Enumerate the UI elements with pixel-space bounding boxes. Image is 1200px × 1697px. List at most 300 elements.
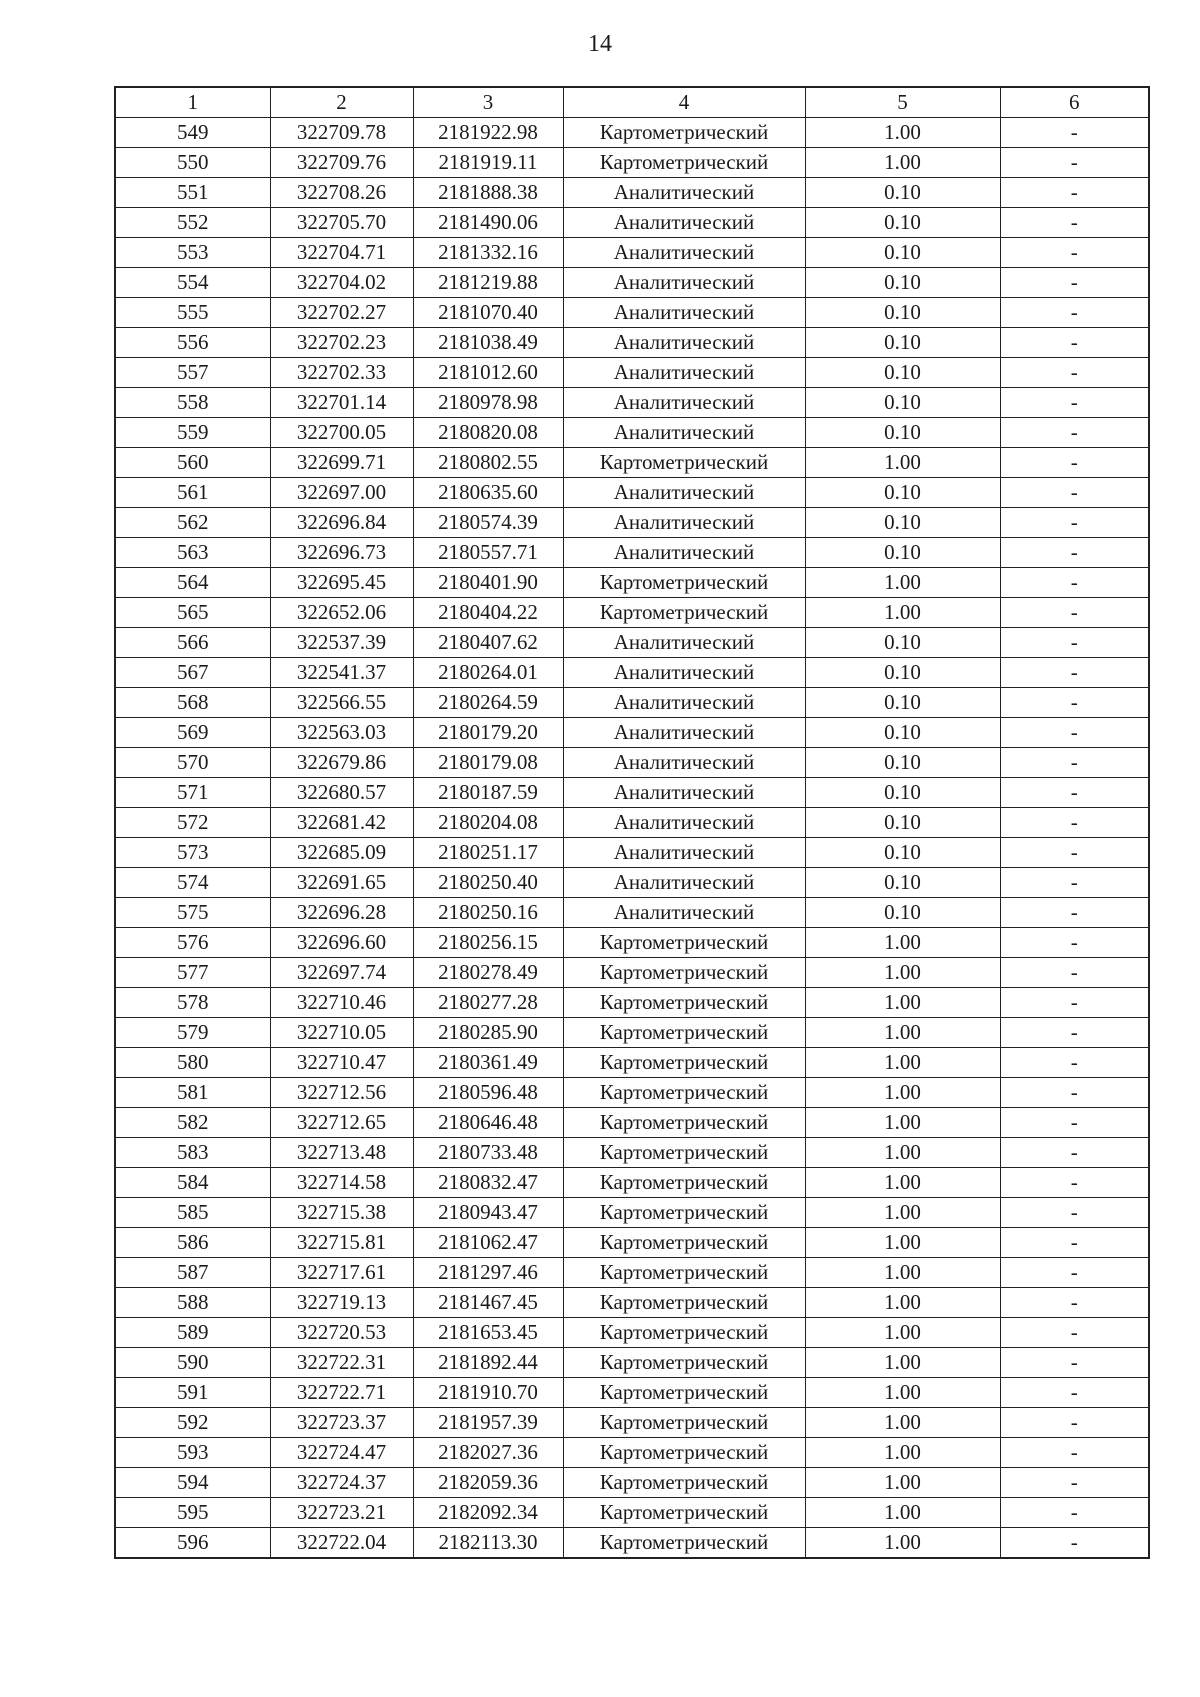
accuracy-cell: 0.10: [805, 538, 1000, 568]
note-cell: -: [1000, 568, 1149, 598]
note-cell: -: [1000, 178, 1149, 208]
y-coordinate-cell: 2180361.49: [413, 1048, 563, 1078]
method-cell: Картометрический: [563, 1468, 805, 1498]
note-cell: -: [1000, 358, 1149, 388]
point-number-cell: 577: [115, 958, 270, 988]
point-number-cell: 552: [115, 208, 270, 238]
point-number-cell: 581: [115, 1078, 270, 1108]
table-row: [115, 1318, 1149, 1348]
x-coordinate-cell: 322695.45: [270, 568, 413, 598]
method-cell: Аналитический: [563, 328, 805, 358]
accuracy-cell: 0.10: [805, 388, 1000, 418]
y-coordinate-cell: 2181038.49: [413, 328, 563, 358]
x-coordinate-cell: 322717.61: [270, 1258, 413, 1288]
y-coordinate-cell: 2181919.11: [413, 148, 563, 178]
header-cell-5: 5: [805, 87, 1000, 118]
note-cell: -: [1000, 1438, 1149, 1468]
y-coordinate-cell: 2181922.98: [413, 118, 563, 148]
method-cell: Аналитический: [563, 748, 805, 778]
y-coordinate-cell: 2181490.06: [413, 208, 563, 238]
x-coordinate-cell: 322537.39: [270, 628, 413, 658]
note-cell: -: [1000, 388, 1149, 418]
x-coordinate-cell: 322685.09: [270, 838, 413, 868]
method-cell: Аналитический: [563, 268, 805, 298]
point-number-cell: 582: [115, 1108, 270, 1138]
method-cell: Картометрический: [563, 568, 805, 598]
x-coordinate-cell: 322719.13: [270, 1288, 413, 1318]
accuracy-cell: 0.10: [805, 508, 1000, 538]
point-number-cell: 556: [115, 328, 270, 358]
method-cell: Картометрический: [563, 1258, 805, 1288]
table-row: [115, 988, 1149, 1018]
header-row: [115, 87, 1149, 118]
accuracy-cell: 1.00: [805, 958, 1000, 988]
point-number-cell: 564: [115, 568, 270, 598]
accuracy-cell: 1.00: [805, 1048, 1000, 1078]
method-cell: Картометрический: [563, 118, 805, 148]
note-cell: -: [1000, 268, 1149, 298]
table-row: [115, 1348, 1149, 1378]
table-row: [115, 1138, 1149, 1168]
x-coordinate-cell: 322702.33: [270, 358, 413, 388]
header-cell-1: 1: [115, 87, 270, 118]
table-row: [115, 1168, 1149, 1198]
method-cell: Картометрический: [563, 1048, 805, 1078]
accuracy-cell: 0.10: [805, 628, 1000, 658]
method-cell: Аналитический: [563, 388, 805, 418]
accuracy-cell: 0.10: [805, 838, 1000, 868]
x-coordinate-cell: 322701.14: [270, 388, 413, 418]
note-cell: -: [1000, 838, 1149, 868]
point-number-cell: 593: [115, 1438, 270, 1468]
note-cell: -: [1000, 448, 1149, 478]
accuracy-cell: 0.10: [805, 418, 1000, 448]
method-cell: Картометрический: [563, 1378, 805, 1408]
y-coordinate-cell: 2181219.88: [413, 268, 563, 298]
table-row: [115, 358, 1149, 388]
table-row: [115, 1198, 1149, 1228]
method-cell: Аналитический: [563, 478, 805, 508]
y-coordinate-cell: 2180277.28: [413, 988, 563, 1018]
table-row: [115, 898, 1149, 928]
table-header: [115, 87, 1149, 118]
method-cell: Аналитический: [563, 508, 805, 538]
note-cell: -: [1000, 1018, 1149, 1048]
y-coordinate-cell: 2180264.59: [413, 688, 563, 718]
accuracy-cell: 1.00: [805, 1438, 1000, 1468]
x-coordinate-cell: 322702.23: [270, 328, 413, 358]
x-coordinate-cell: 322710.46: [270, 988, 413, 1018]
point-number-cell: 589: [115, 1318, 270, 1348]
x-coordinate-cell: 322681.42: [270, 808, 413, 838]
point-number-cell: 561: [115, 478, 270, 508]
x-coordinate-cell: 322699.71: [270, 448, 413, 478]
method-cell: Аналитический: [563, 778, 805, 808]
x-coordinate-cell: 322696.84: [270, 508, 413, 538]
table-row: [115, 688, 1149, 718]
accuracy-cell: 1.00: [805, 1408, 1000, 1438]
y-coordinate-cell: 2181297.46: [413, 1258, 563, 1288]
note-cell: -: [1000, 808, 1149, 838]
method-cell: Картометрический: [563, 1408, 805, 1438]
note-cell: -: [1000, 1078, 1149, 1108]
accuracy-cell: 0.10: [805, 238, 1000, 268]
note-cell: -: [1000, 478, 1149, 508]
x-coordinate-cell: 322652.06: [270, 598, 413, 628]
accuracy-cell: 1.00: [805, 1138, 1000, 1168]
note-cell: -: [1000, 1198, 1149, 1228]
table-row: [115, 748, 1149, 778]
point-number-cell: 569: [115, 718, 270, 748]
point-number-cell: 583: [115, 1138, 270, 1168]
point-number-cell: 562: [115, 508, 270, 538]
note-cell: -: [1000, 1408, 1149, 1438]
accuracy-cell: 1.00: [805, 448, 1000, 478]
point-number-cell: 584: [115, 1168, 270, 1198]
note-cell: -: [1000, 1498, 1149, 1528]
method-cell: Картометрический: [563, 1078, 805, 1108]
y-coordinate-cell: 2180251.17: [413, 838, 563, 868]
method-cell: Картометрический: [563, 1168, 805, 1198]
y-coordinate-cell: 2182113.30: [413, 1528, 563, 1559]
y-coordinate-cell: 2180179.08: [413, 748, 563, 778]
note-cell: -: [1000, 1108, 1149, 1138]
table-row: [115, 1078, 1149, 1108]
header-cell-3: 3: [413, 87, 563, 118]
header-cell-2: 2: [270, 87, 413, 118]
y-coordinate-cell: 2180404.22: [413, 598, 563, 628]
accuracy-cell: 1.00: [805, 1348, 1000, 1378]
y-coordinate-cell: 2180256.15: [413, 928, 563, 958]
point-number-cell: 565: [115, 598, 270, 628]
accuracy-cell: 0.10: [805, 298, 1000, 328]
y-coordinate-cell: 2180596.48: [413, 1078, 563, 1108]
table-row: [115, 208, 1149, 238]
note-cell: -: [1000, 1228, 1149, 1258]
note-cell: -: [1000, 748, 1149, 778]
point-number-cell: 576: [115, 928, 270, 958]
method-cell: Картометрический: [563, 928, 805, 958]
table-row: [115, 838, 1149, 868]
table-body: [115, 118, 1149, 1559]
table-row: [115, 718, 1149, 748]
point-number-cell: 551: [115, 178, 270, 208]
y-coordinate-cell: 2180646.48: [413, 1108, 563, 1138]
point-number-cell: 560: [115, 448, 270, 478]
note-cell: -: [1000, 1378, 1149, 1408]
accuracy-cell: 1.00: [805, 1258, 1000, 1288]
point-number-cell: 579: [115, 1018, 270, 1048]
point-number-cell: 549: [115, 118, 270, 148]
method-cell: Картометрический: [563, 598, 805, 628]
note-cell: -: [1000, 1288, 1149, 1318]
y-coordinate-cell: 2180733.48: [413, 1138, 563, 1168]
note-cell: -: [1000, 208, 1149, 238]
note-cell: -: [1000, 1168, 1149, 1198]
method-cell: Картометрический: [563, 958, 805, 988]
y-coordinate-cell: 2182092.34: [413, 1498, 563, 1528]
table-row: [115, 328, 1149, 358]
x-coordinate-cell: 322691.65: [270, 868, 413, 898]
table-row: [115, 928, 1149, 958]
table-row: [115, 448, 1149, 478]
method-cell: Аналитический: [563, 178, 805, 208]
point-number-cell: 563: [115, 538, 270, 568]
accuracy-cell: 0.10: [805, 718, 1000, 748]
method-cell: Картометрический: [563, 988, 805, 1018]
table-row: [115, 658, 1149, 688]
x-coordinate-cell: 322697.74: [270, 958, 413, 988]
method-cell: Аналитический: [563, 688, 805, 718]
table-row: [115, 1438, 1149, 1468]
note-cell: -: [1000, 1258, 1149, 1288]
table-row: [115, 118, 1149, 148]
note-cell: -: [1000, 1048, 1149, 1078]
table-row: [115, 388, 1149, 418]
note-cell: -: [1000, 778, 1149, 808]
point-number-cell: 554: [115, 268, 270, 298]
table-row: [115, 508, 1149, 538]
y-coordinate-cell: 2181012.60: [413, 358, 563, 388]
point-number-cell: 596: [115, 1528, 270, 1559]
accuracy-cell: 1.00: [805, 598, 1000, 628]
point-number-cell: 585: [115, 1198, 270, 1228]
note-cell: -: [1000, 238, 1149, 268]
method-cell: Картометрический: [563, 1108, 805, 1138]
table-row: [115, 1498, 1149, 1528]
method-cell: Аналитический: [563, 358, 805, 388]
point-number-cell: 594: [115, 1468, 270, 1498]
x-coordinate-cell: 322715.38: [270, 1198, 413, 1228]
table-row: [115, 1048, 1149, 1078]
point-number-cell: 595: [115, 1498, 270, 1528]
accuracy-cell: 1.00: [805, 118, 1000, 148]
x-coordinate-cell: 322714.58: [270, 1168, 413, 1198]
accuracy-cell: 0.10: [805, 328, 1000, 358]
note-cell: -: [1000, 628, 1149, 658]
x-coordinate-cell: 322715.81: [270, 1228, 413, 1258]
method-cell: Аналитический: [563, 718, 805, 748]
y-coordinate-cell: 2181070.40: [413, 298, 563, 328]
y-coordinate-cell: 2181062.47: [413, 1228, 563, 1258]
note-cell: -: [1000, 1348, 1149, 1378]
method-cell: Аналитический: [563, 208, 805, 238]
y-coordinate-cell: 2180635.60: [413, 478, 563, 508]
note-cell: -: [1000, 328, 1149, 358]
accuracy-cell: 0.10: [805, 748, 1000, 778]
note-cell: -: [1000, 928, 1149, 958]
y-coordinate-cell: 2180820.08: [413, 418, 563, 448]
y-coordinate-cell: 2181653.45: [413, 1318, 563, 1348]
table-row: [115, 298, 1149, 328]
point-number-cell: 586: [115, 1228, 270, 1258]
table-row: [115, 1528, 1149, 1559]
y-coordinate-cell: 2180278.49: [413, 958, 563, 988]
note-cell: -: [1000, 508, 1149, 538]
y-coordinate-cell: 2180250.40: [413, 868, 563, 898]
table-row: [115, 808, 1149, 838]
x-coordinate-cell: 322704.02: [270, 268, 413, 298]
x-coordinate-cell: 322712.65: [270, 1108, 413, 1138]
point-number-cell: 573: [115, 838, 270, 868]
table-row: [115, 1468, 1149, 1498]
x-coordinate-cell: 322724.37: [270, 1468, 413, 1498]
method-cell: Аналитический: [563, 238, 805, 268]
method-cell: Аналитический: [563, 868, 805, 898]
method-cell: Картометрический: [563, 1198, 805, 1228]
coordinates-table: [114, 86, 1150, 1559]
x-coordinate-cell: 322722.71: [270, 1378, 413, 1408]
point-number-cell: 574: [115, 868, 270, 898]
table-row: [115, 418, 1149, 448]
method-cell: Аналитический: [563, 808, 805, 838]
note-cell: -: [1000, 598, 1149, 628]
x-coordinate-cell: 322700.05: [270, 418, 413, 448]
accuracy-cell: 1.00: [805, 1528, 1000, 1559]
table-row: [115, 598, 1149, 628]
x-coordinate-cell: 322710.47: [270, 1048, 413, 1078]
y-coordinate-cell: 2180401.90: [413, 568, 563, 598]
x-coordinate-cell: 322720.53: [270, 1318, 413, 1348]
method-cell: Картометрический: [563, 1228, 805, 1258]
point-number-cell: 570: [115, 748, 270, 778]
x-coordinate-cell: 322563.03: [270, 718, 413, 748]
note-cell: -: [1000, 1528, 1149, 1559]
note-cell: -: [1000, 298, 1149, 328]
point-number-cell: 566: [115, 628, 270, 658]
method-cell: Картометрический: [563, 1018, 805, 1048]
x-coordinate-cell: 322679.86: [270, 748, 413, 778]
y-coordinate-cell: 2180187.59: [413, 778, 563, 808]
x-coordinate-cell: 322697.00: [270, 478, 413, 508]
y-coordinate-cell: 2181332.16: [413, 238, 563, 268]
point-number-cell: 559: [115, 418, 270, 448]
note-cell: -: [1000, 688, 1149, 718]
note-cell: -: [1000, 658, 1149, 688]
y-coordinate-cell: 2182059.36: [413, 1468, 563, 1498]
method-cell: Аналитический: [563, 658, 805, 688]
y-coordinate-cell: 2180285.90: [413, 1018, 563, 1048]
point-number-cell: 553: [115, 238, 270, 268]
accuracy-cell: 1.00: [805, 1198, 1000, 1228]
accuracy-cell: 1.00: [805, 1108, 1000, 1138]
table-row: [115, 1378, 1149, 1408]
y-coordinate-cell: 2180407.62: [413, 628, 563, 658]
note-cell: -: [1000, 1318, 1149, 1348]
x-coordinate-cell: 322702.27: [270, 298, 413, 328]
y-coordinate-cell: 2181888.38: [413, 178, 563, 208]
method-cell: Картометрический: [563, 1528, 805, 1559]
point-number-cell: 572: [115, 808, 270, 838]
table-row: [115, 628, 1149, 658]
header-cell-6: 6: [1000, 87, 1149, 118]
y-coordinate-cell: 2180832.47: [413, 1168, 563, 1198]
y-coordinate-cell: 2182027.36: [413, 1438, 563, 1468]
accuracy-cell: 0.10: [805, 868, 1000, 898]
y-coordinate-cell: 2180978.98: [413, 388, 563, 418]
point-number-cell: 571: [115, 778, 270, 808]
note-cell: -: [1000, 418, 1149, 448]
table-row: [115, 958, 1149, 988]
accuracy-cell: 1.00: [805, 1318, 1000, 1348]
note-cell: -: [1000, 718, 1149, 748]
y-coordinate-cell: 2180179.20: [413, 718, 563, 748]
note-cell: -: [1000, 868, 1149, 898]
x-coordinate-cell: 322709.76: [270, 148, 413, 178]
accuracy-cell: 0.10: [805, 178, 1000, 208]
x-coordinate-cell: 322696.73: [270, 538, 413, 568]
table-row: [115, 1228, 1149, 1258]
method-cell: Картометрический: [563, 1498, 805, 1528]
page-number: 14: [588, 31, 612, 57]
table-row: [115, 868, 1149, 898]
y-coordinate-cell: 2181957.39: [413, 1408, 563, 1438]
x-coordinate-cell: 322722.04: [270, 1528, 413, 1559]
point-number-cell: 555: [115, 298, 270, 328]
accuracy-cell: 0.10: [805, 658, 1000, 688]
table-row: [115, 1408, 1149, 1438]
accuracy-cell: 1.00: [805, 928, 1000, 958]
y-coordinate-cell: 2181467.45: [413, 1288, 563, 1318]
y-coordinate-cell: 2180557.71: [413, 538, 563, 568]
accuracy-cell: 0.10: [805, 688, 1000, 718]
accuracy-cell: 0.10: [805, 208, 1000, 238]
note-cell: -: [1000, 898, 1149, 928]
x-coordinate-cell: 322704.71: [270, 238, 413, 268]
table-row: [115, 538, 1149, 568]
note-cell: -: [1000, 1468, 1149, 1498]
note-cell: -: [1000, 988, 1149, 1018]
accuracy-cell: 1.00: [805, 568, 1000, 598]
x-coordinate-cell: 322722.31: [270, 1348, 413, 1378]
x-coordinate-cell: 322541.37: [270, 658, 413, 688]
table-row: [115, 1258, 1149, 1288]
accuracy-cell: 0.10: [805, 898, 1000, 928]
table-row: [115, 268, 1149, 298]
method-cell: Картометрический: [563, 448, 805, 478]
y-coordinate-cell: 2181892.44: [413, 1348, 563, 1378]
x-coordinate-cell: 322696.60: [270, 928, 413, 958]
x-coordinate-cell: 322710.05: [270, 1018, 413, 1048]
accuracy-cell: 1.00: [805, 988, 1000, 1018]
point-number-cell: 550: [115, 148, 270, 178]
method-cell: Картометрический: [563, 1348, 805, 1378]
accuracy-cell: 0.10: [805, 358, 1000, 388]
accuracy-cell: 0.10: [805, 268, 1000, 298]
note-cell: -: [1000, 958, 1149, 988]
x-coordinate-cell: 322724.47: [270, 1438, 413, 1468]
method-cell: Аналитический: [563, 898, 805, 928]
method-cell: Картометрический: [563, 1138, 805, 1168]
y-coordinate-cell: 2180574.39: [413, 508, 563, 538]
point-number-cell: 567: [115, 658, 270, 688]
accuracy-cell: 1.00: [805, 1168, 1000, 1198]
table-row: [115, 178, 1149, 208]
point-number-cell: 558: [115, 388, 270, 418]
table-row: [115, 778, 1149, 808]
method-cell: Картометрический: [563, 1288, 805, 1318]
y-coordinate-cell: 2180943.47: [413, 1198, 563, 1228]
method-cell: Аналитический: [563, 538, 805, 568]
x-coordinate-cell: 322713.48: [270, 1138, 413, 1168]
x-coordinate-cell: 322723.21: [270, 1498, 413, 1528]
method-cell: Картометрический: [563, 1438, 805, 1468]
point-number-cell: 592: [115, 1408, 270, 1438]
point-number-cell: 575: [115, 898, 270, 928]
x-coordinate-cell: 322566.55: [270, 688, 413, 718]
point-number-cell: 590: [115, 1348, 270, 1378]
header-cell-4: 4: [563, 87, 805, 118]
